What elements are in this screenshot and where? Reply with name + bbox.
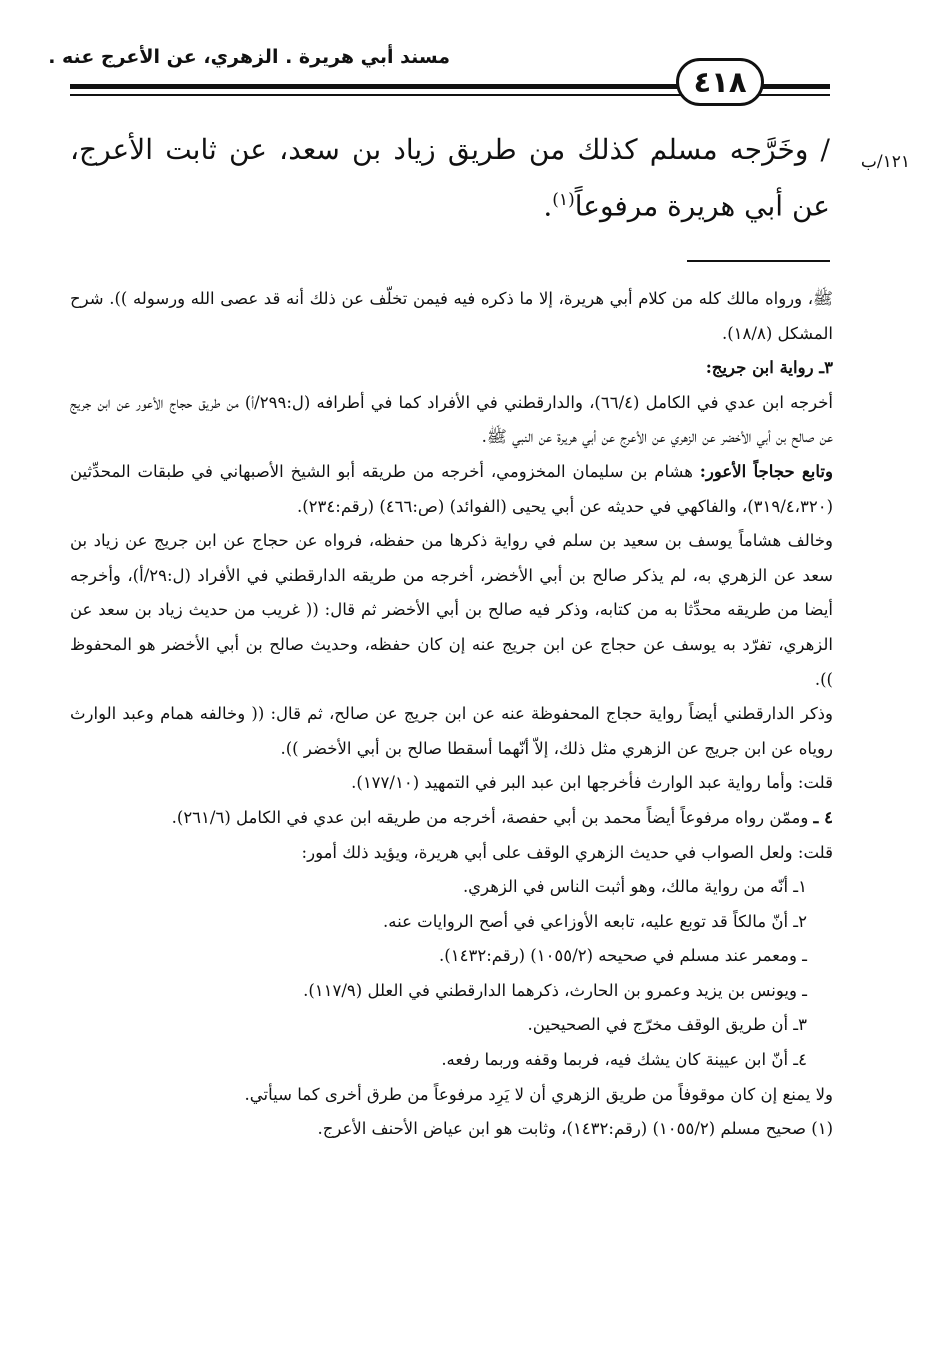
main-paragraph-end: . bbox=[543, 189, 553, 223]
footnote-marker: (١) bbox=[552, 190, 575, 210]
note-paragraph-3 bbox=[70, 455, 833, 524]
main-paragraph bbox=[70, 125, 830, 231]
notes-block bbox=[70, 282, 833, 1147]
manuscript-folio-ref: ١٢١/ب bbox=[860, 152, 910, 172]
footnote-separator bbox=[687, 260, 830, 262]
note-paragraph-6: قلت: وأما رواية عبد الوارث فأخرجها ابن عبد البر في التمهيد (١٧٧/١٠). bbox=[351, 773, 833, 793]
list-item-3: ـ ومعمر عند مسلم في صحيحه (١٠٥٥/٢) (رقم:١٤٣٢). bbox=[439, 946, 807, 966]
note-paragraph-2: أخرجه ابن عدي في الكامل (٦٦/٤)، والدارقطني في الأفراد كما في أطرافه (ل:٢٩٩/أ) من طريق حجاج الأعور عن ابن جريج عن صالح بن أبي الأخضر عن الزهري عن الأعرج عن أبي هريرة عن النبي ﷺ. bbox=[70, 392, 834, 447]
note-paragraph-7 bbox=[70, 801, 833, 836]
list-item-1: ١ـ أنّه من رواية مالك، وهو أثبت الناس في الزهري. bbox=[462, 877, 807, 897]
running-header-title: مسند أبي هريرة . الزهري، عن الأعرج عنه . bbox=[48, 46, 450, 68]
note-paragraph-4: وخالف هشاماً يوسف بن سعيد بن سلم في رواية ذكرها من حفظه، فرواه عن حجاج عن ابن جريج عن زياد بن سعد عن الزهري به، لم يذكر صالح بن أبي الأخضر، أخرجه من طريقه الدارقطني في الأفراد (ل:٢٩/أ)، وأخرجه أيضا من طريقه محدِّثا به من كتابه، وذكر فيه صالح بن أبي الأخضر ثم قال: (( غريب من حديث زياد بن سعد عن الزهري، تفرّد به يوسف عن حجاج عن ابن جريج عنه إن كان حفظه، وحديث صالح بن أبي الأخضر هو المحفوظ )). bbox=[70, 531, 834, 689]
list-item-5: ٣ـ أن طريق الوقف مخرّج في الصحيحين. bbox=[527, 1015, 807, 1035]
page-number-badge: ٤١٨ bbox=[676, 58, 764, 106]
note-paragraph-9: ولا يمنع إن كان موقوفاً من طريق الزهري أن لا يَرِد مرفوعاً من طرق أخرى كما سيأتي. bbox=[244, 1084, 833, 1104]
note-paragraph-1: ﷺ، ورواه مالك كله من كلام أبي هريرة، إلا ما ذكره فيه فيمن تخلّف عن ذلك أنه قد عصى الله ورسوله )). شرح المشكل (١٨/٨). bbox=[70, 289, 833, 343]
main-text bbox=[70, 125, 830, 231]
list-item-2: ٢ـ أنّ مالكاً قد توبع عليه، تابعه الأوزاعي في أصح الروايات عنه. bbox=[383, 911, 807, 931]
note-paragraph-7-lead: ٤ ـ bbox=[813, 807, 833, 827]
section-heading-ibn-jurayj: ٣ـ رواية ابن جريج: bbox=[705, 358, 833, 378]
note-paragraph-3-body: هشام بن سليمان المخزومي، أخرجه من طريقه أبو الشيخ الأصبهاني في طبقات المحدِّثين (٣١٩/٤،٣٢٠)، والفاكهي في حديثه عن أبي يحيى (الفوائد) (ص:٤٦٦) (رقم:٢٣٤). bbox=[70, 461, 833, 516]
note-paragraph-8: قلت: ولعل الصواب في حديث الزهري الوقف على أبي هريرة، ويؤيد ذلك أمور: bbox=[301, 842, 833, 862]
note-paragraph-7-body: وممّن رواه مرفوعاً أيضاً محمد بن أبي حفصة، أخرجه من طريقه ابن عدي في الكامل (٢٦١/٦). bbox=[171, 807, 814, 827]
main-paragraph-body: / وخَرَّجه مسلم كذلك من طريق زياد بن سعد، عن ثابت الأعرج، عن أبي هريرة مرفوعاً bbox=[70, 133, 830, 223]
note-paragraph-3-lead: وتابع حجاجاً الأعور: bbox=[699, 461, 833, 481]
note-paragraph-5: وذكر الدارقطني أيضاً رواية حجاج المحفوظة عنه عن ابن جريج عن صالح، ثم قال: (( وخالفه همام وعبد الوارث روياه عن ابن جريج عن الزهري مثل ذلك، إلاّ أنّهما أسقطا صالح بن أبي الأخضر )). bbox=[70, 704, 833, 758]
list-item-6: ٤ـ أنّ ابن عيينة كان يشك فيه، فربما وقفه وربما رفعه. bbox=[441, 1050, 807, 1070]
list-item-4: ـ ويونس بن يزيد وعمرو بن الحارث، ذكرهما الدارقطني في العلل (١١٧/٩). bbox=[303, 980, 807, 1000]
footnote-1: (١) صحيح مسلم (١٠٥٥/٢) (رقم:١٤٣٢)، وثابت هو ابن عياض الأحنف الأعرج. bbox=[317, 1119, 833, 1139]
